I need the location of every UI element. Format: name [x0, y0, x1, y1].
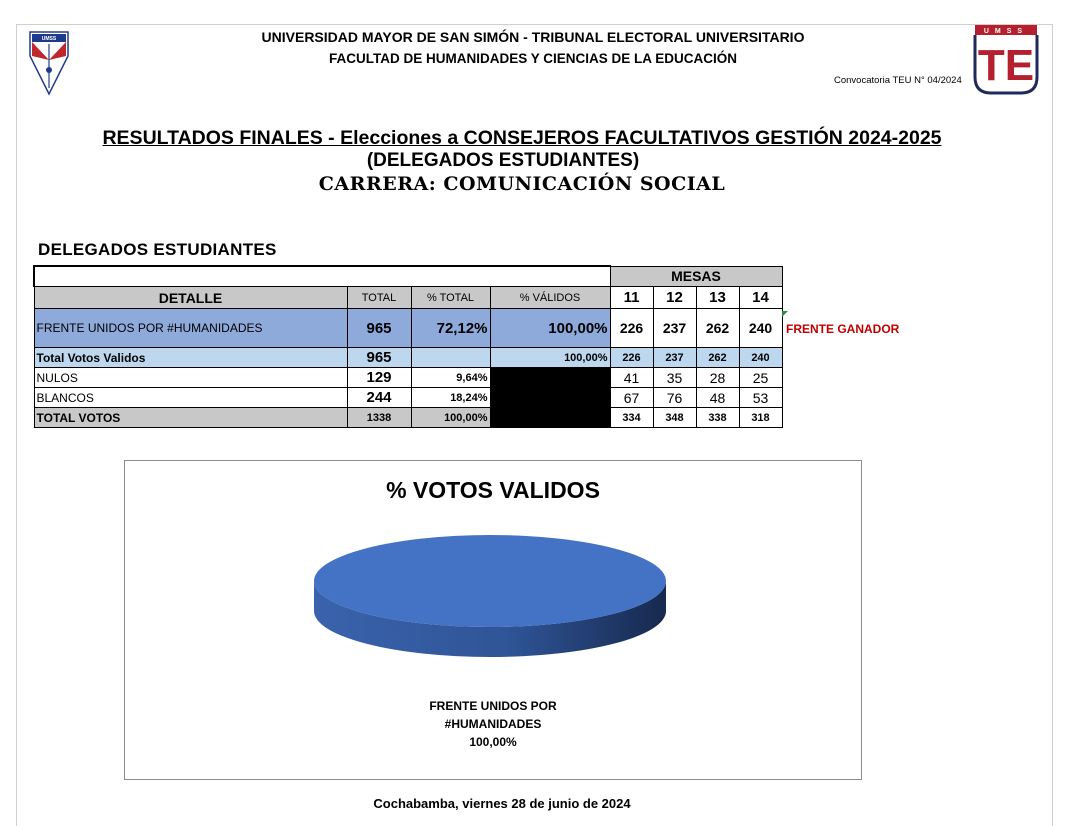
header-university: UNIVERSIDAD MAYOR DE SAN SIMÓN - TRIBUNAL ELECTORAL UNIVERSITARIO: [261, 29, 805, 45]
svg-text:TE: TE: [977, 41, 1035, 90]
results-table: [33, 265, 783, 428]
nulos-pct-total: 9,64%: [411, 368, 490, 388]
validos-mesa-11: 226: [610, 348, 653, 368]
validos-mesa-12: 237: [653, 348, 696, 368]
table-row: [34, 309, 782, 348]
total-mesa-12: 348: [653, 408, 696, 428]
blancos-mesa-13: 48: [696, 388, 739, 408]
frente-mesa-12: 237: [653, 309, 696, 348]
nulos-name: NULOS: [34, 368, 347, 388]
footer-date: Cochabamba, viernes 28 de junio de 2024: [373, 796, 631, 811]
frente-mesa-13: 262: [696, 309, 739, 348]
validos-pct-validos: 100,00%: [490, 348, 610, 368]
section-title: DELEGADOS ESTUDIANTES: [38, 240, 277, 259]
total-mesa-13: 338: [696, 408, 739, 428]
svg-text:UMSS: UMSS: [983, 28, 1029, 35]
frente-total: 965: [347, 309, 411, 348]
cell-comment-marker: [782, 311, 788, 317]
col-mesa-13: 13: [696, 287, 739, 309]
frente-pct-total: 72,12%: [411, 309, 490, 348]
svg-text:UMSS: UMSS: [41, 36, 57, 42]
pie-data-label-line1: FRENTE UNIDOS POR: [429, 699, 557, 713]
blancos-mesa-14: 53: [739, 388, 782, 408]
blancos-pct-total: 18,24%: [411, 388, 490, 408]
col-mesa-12: 12: [653, 287, 696, 309]
total-name: TOTAL VOTOS: [34, 408, 347, 428]
col-detalle: DETALLE: [34, 287, 347, 309]
col-pct-validos: % VÁLIDOS: [490, 287, 610, 309]
validos-total: 965: [347, 348, 411, 368]
header-faculty: FACULTAD DE HUMANIDADES Y CIENCIAS DE LA EDUCACIÓN: [328, 51, 738, 66]
nulos-mesa-13: 28: [696, 368, 739, 388]
results-title: RESULTADOS FINALES - Elecciones a CONSEJEROS FACULTATIVOS GESTIÓN 2024-2025: [102, 127, 942, 149]
frente-pct-validos: 100,00%: [490, 309, 610, 348]
nulos-mesa-12: 35: [653, 368, 696, 388]
pie-data-label-line3: 100,00%: [469, 735, 517, 749]
table-row: [34, 266, 782, 287]
pie-chart: [124, 460, 862, 780]
blancos-blank: [490, 388, 610, 408]
nulos-mesa-11: 41: [610, 368, 653, 388]
total-total: 1338: [347, 408, 411, 428]
total-mesa-14: 318: [739, 408, 782, 428]
frente-mesa-11: 226: [610, 309, 653, 348]
frente-mesa-14: 240: [739, 309, 782, 348]
nulos-blank: [490, 368, 610, 388]
validos-mesa-13: 262: [696, 348, 739, 368]
validos-mesa-14: 240: [739, 348, 782, 368]
table-row: [34, 348, 782, 368]
col-total: TOTAL: [347, 287, 411, 309]
total-mesa-11: 334: [610, 408, 653, 428]
table-row: [34, 408, 782, 428]
pie-slice-0: [314, 535, 666, 627]
total-blank: [490, 408, 610, 428]
validos-pct-total: [411, 348, 490, 368]
convocatoria-number: Convocatoria TEU N° 04/2024: [834, 75, 962, 86]
validos-name: Total Votos Validos: [34, 348, 347, 368]
te-logo: [973, 25, 1039, 95]
pie-data-label-line2: #HUMANIDADES: [444, 717, 542, 731]
table-row: [34, 368, 782, 388]
col-mesa-14: 14: [739, 287, 782, 309]
pie-data-label: [393, 697, 593, 751]
chart-title: % VOTOS VALIDOS: [386, 477, 600, 503]
col-pct-total: % TOTAL: [411, 287, 490, 309]
blancos-name: BLANCOS: [34, 388, 347, 408]
blancos-mesa-12: 76: [653, 388, 696, 408]
frente-name: FRENTE UNIDOS POR #HUMANIDADES: [34, 309, 347, 348]
blancos-mesa-11: 67: [610, 388, 653, 408]
table-row: [34, 388, 782, 408]
blancos-total: 244: [347, 388, 411, 408]
mesas-header: MESAS: [610, 266, 782, 287]
carrera-title: CARRERA: COMUNICACIÓN SOCIAL: [318, 173, 726, 195]
nulos-mesa-14: 25: [739, 368, 782, 388]
table-row: [34, 287, 782, 309]
total-pct-total: 100,00%: [411, 408, 490, 428]
nulos-total: 129: [347, 368, 411, 388]
results-subtitle: (DELEGADOS ESTUDIANTES): [366, 150, 640, 171]
winner-label: FRENTE GANADOR: [786, 322, 900, 336]
col-mesa-11: 11: [610, 287, 653, 309]
